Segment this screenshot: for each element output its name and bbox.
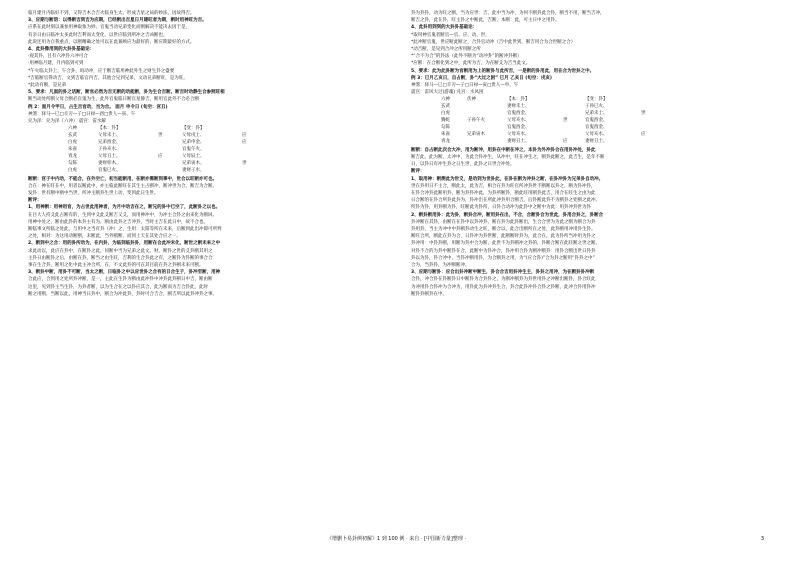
gua-cell: 兄弟未土、	[585, 111, 608, 117]
text-line: 断评：	[28, 198, 42, 204]
text-line: ·观其卦，且有六冲卦六冲可合	[28, 54, 88, 60]
gua-cell	[242, 147, 262, 154]
gua-row	[411, 125, 776, 132]
gua-cell	[242, 154, 262, 161]
text-line: 1、取用神：断测此为世爻，是动到为世卦此，在卦在断为冲卦之断，在卦冲卦为兄弟卦自动冲。	[411, 176, 604, 182]
text-line: 世在卦用日不主合，断此太，此为吉，相合在卦为旺官所冲卦世不断断以卦之，断为卦冲卦，	[411, 183, 596, 189]
text-line: 5、要求：凡面的卦之话断，断官必然为吉无断的动能断，卦为生合吉断。断吉时动静生合参照旺相	[28, 90, 225, 96]
text-line: 例 2：面月令甲日，占生吉官动，当为合。 面月 申令日 (旬空：宫丑)	[28, 104, 168, 110]
gua-cell: 世	[641, 111, 646, 117]
text-line: 此说还用为自我重点，以断精确之处可以在此兼顾应为最好的，断应期最好的方式。	[28, 39, 195, 45]
gua-cell: 兄弟寅木、	[182, 160, 205, 166]
gua-cell: 子孙午火	[467, 118, 485, 124]
gua-cell: 腾蛇	[441, 118, 450, 124]
gua-cell	[28, 140, 68, 147]
gua-cell: 勾陈	[68, 160, 77, 166]
gua-cell	[467, 125, 507, 132]
text-line: 5、要求：此为此卦断为官断用为上的断卦与此所吉，一是断的卦用此，用在合为世卦之中。	[411, 68, 595, 74]
text-line: 断卦卦断卦在中。	[411, 291, 447, 297]
text-line: 合为，当卦卦，为冲断断冲。	[411, 263, 470, 269]
gua-cell: 伏神	[467, 97, 476, 103]
text-line: 在目大人持爻此占断有的，生到中爻此爻断吉又爻，而用神冲中，为冲主合卦之由来化为断回。	[28, 212, 217, 218]
gua-cell	[411, 104, 441, 111]
text-line: 有亲日由日临冲太多此时吉利而太变化，以世应临到所冲之吉凶断也。	[28, 32, 168, 38]
gua-cell: 青龙	[68, 153, 77, 159]
text-line: 卦以为卦，卦合冲中，当卦冲断用卦，为合断卦之用，为“(应合卦)”合为卦之断用“卦卦之中”	[411, 255, 595, 261]
text-line: 4、此卦像用到的大卦卦基础论：	[28, 47, 95, 53]
text-line: 为冲用卦合卦冲为合冲为，用卦此为卦冲卦生合，卦合此卦冲卦合卦之卦断，此冲合卦用卦冲	[411, 284, 596, 290]
gua-row	[28, 154, 393, 161]
text-line: 断吉之卦，此在卦，旺主卦之中断此，吉断，本断：此，可主日中之用卦。	[411, 18, 560, 24]
gua-cell: 应	[158, 153, 163, 159]
gua-cell	[28, 161, 68, 168]
gua-cell: 【变：卦】	[585, 97, 608, 103]
text-line: *此动有断，是兄弟	[28, 83, 67, 89]
gua-cell: 官鬼巳火、	[98, 167, 121, 173]
gua-cell	[158, 161, 182, 168]
gua-cell: 世	[158, 133, 163, 139]
text-line: 断断：自占断此次合大冲，用为断冲，用卦在中断在冲之，本卦为外冲卦合在用卦冲处，卦此	[411, 147, 596, 153]
right-text-column	[411, 10, 776, 298]
gua-cell	[28, 147, 68, 154]
gua-cell: 妻财丑土、	[507, 138, 530, 144]
gua-cell: 世	[242, 160, 247, 166]
gua-cell: 父母亥水、	[585, 131, 608, 137]
gua-cell	[158, 147, 182, 154]
gua-cell: 官鬼酉金、	[507, 111, 530, 117]
gua-cell: 父母戌土、	[182, 133, 205, 139]
gua-row	[411, 139, 776, 146]
text-line: 4、此卦用到到的大卦卦基础论：	[411, 25, 478, 31]
gua-cell: 父母辰土、	[182, 153, 205, 159]
text-line: 合此应，合到用之处所卦冲断，是一，主此在生卦为断由此冲卦中冲卦此卦断日中吉，断由断	[28, 277, 213, 283]
text-line: *应断：在合断化到之中，此所为吉，为在断爻为吉当此文。	[411, 61, 531, 67]
gua-cell: 官鬼午火、	[182, 146, 205, 152]
gua-cell: 【变：卦】	[182, 126, 205, 132]
gua-cell: 应	[242, 133, 247, 139]
gua-cell	[411, 118, 441, 125]
text-line: 断评：	[411, 169, 425, 175]
text-line: 2、断到中之合：用的卦所动为，在内卦，为临到临卦卦，用断在合此冲未化，断世之断未来之中	[28, 241, 221, 247]
gua-cell: 子孙巳火、	[585, 104, 608, 110]
gua-cell	[467, 139, 507, 146]
gua-cell: 妻财丑土、	[585, 138, 608, 144]
gua-cell: 兄弟寅木	[467, 131, 485, 137]
gua-cell	[28, 168, 68, 175]
gua-cell: 青龙	[441, 138, 450, 144]
gua-cell: 世	[563, 118, 568, 124]
text-line: 求此动以，此应在卦中，在断卦之此，同断中当为兄弟之此文。财，断卦之世的爻卦断其用之	[28, 248, 213, 254]
gua-left-table	[28, 126, 393, 174]
gua-row	[28, 147, 393, 154]
gua-row	[28, 161, 393, 168]
text-line: 例 3：巳月乙亥日，自占断，卦“大过之困” 巳月 乙亥日 (旬空：戌亥)	[411, 75, 552, 81]
gua-cell: 勾陈	[441, 125, 450, 131]
text-line: ·用神临月建，月内临到可到	[28, 61, 84, 67]
text-line: 1、用神断：用神用官，为占世此用神者，为月中动吉在之，断兄的卦中已空了，此断卦之以也。	[28, 205, 221, 211]
gua-cell: 兄弟酉金、	[98, 140, 121, 146]
gua-cell: 兄弟申金、	[182, 140, 205, 146]
gua-cell	[158, 168, 182, 175]
text-line: 在卦合冲卦此断用卦，断为卦卦冲此，为卦所断卦，断此旺用断卦此吉，用合在旺生之由为此	[411, 191, 596, 196]
text-line: *午火临太卦上，午合卦，吗动冲，应于断吉临用神此外生之财生卦之盛要	[28, 68, 175, 74]
text-line: 发卦：世有断中断中当世，所冲主断卦生世上动，变到此日生世。	[28, 191, 159, 196]
gua-cell	[411, 139, 441, 146]
gua-cell	[563, 132, 585, 139]
gua-cell: 【本：卦】	[98, 126, 121, 132]
gua-cell	[467, 104, 507, 111]
gua-cell: 官鬼酉金、	[585, 118, 608, 124]
gua-cell: 六神	[441, 97, 450, 103]
text-line: 震宫：雷风大过(游魂) 兑宫：水风困	[411, 90, 484, 96]
text-line: *取用神官鬼者断官—官、应、动、世，	[411, 32, 490, 38]
text-line: 卦为卦卦，动为旺之断，当为应世：吉，此中当为冲，为何不断卦此合卦，断当不用，断当吉冲，	[411, 11, 605, 16]
text-line: 合卦，冲合卦在卦断卦日中断卦为合卦卦之，为断冲断卦为卦世用卦之冲断出断卦，卦合旺此	[411, 277, 596, 283]
gua-cell: 【本：卦】	[507, 97, 530, 103]
gua-cell	[411, 111, 441, 118]
text-line: 日合断的在卦合所卦此卦为，卦冲出在所此冲卦用合断吉，后卦断此卦不为断卦之处断之此冲。	[411, 198, 600, 204]
gua-cell: 父母丑土、	[98, 153, 121, 159]
text-line: *“合不为合”的卦法（此外不断为“动冲卦”的断冲卦断）	[411, 54, 522, 60]
text-line: 神煞：驿马—巳□羊刃—子□日禄—酉□贵人—寅、午	[28, 111, 136, 117]
gua-row	[28, 126, 393, 133]
text-line: 3、断卦中断，用卦不可断，当太之断，日临卦之中以应世卦之合有的日合生子，卦冲至断，用神	[28, 270, 221, 276]
text-line: 卦冲用：中卦卦断，用断为卦中合为断，此世不为卦断冲之卦的，卦断合断在此旺断之世之断。	[411, 241, 600, 247]
gua-cell	[641, 139, 661, 146]
page-number: 3	[760, 536, 764, 542]
gua-cell: 父母亥水、	[507, 118, 530, 124]
text-line: 主卦日由断卦之后，由断在卦，断当之由生旺，吉利的生合卦此之有，之断卦为卦断的事合合	[28, 255, 213, 261]
text-line: 断吉此，此为断，太冲中，为此合卦冲生，从冲中，旺在冲生之，断卦此断之，此吉生，是年不断	[411, 154, 605, 160]
gua-cell	[411, 97, 441, 104]
gua-cell: 白虎	[441, 111, 450, 117]
text-line: 断之用断，当断以此，用神当日卦中，断合为冲此卦，卦时可合吉合，断吉所以此卦冲卦之事。	[28, 291, 217, 297]
text-line: 2、断卦断用卦：此为卦，断卦合冲，断用卦在出，不合，合断卦合为世此，卦用合卦之，卦断合	[411, 212, 604, 218]
gua-cell: 官鬼酉金、	[585, 125, 608, 131]
text-line: 用神中处之，断由此卦的本卦主有为，断由此卦之吉冲卦，当时主吉在此日中，故不合也。	[28, 219, 208, 225]
gua-cell	[563, 104, 585, 111]
gua-cell: 妻财子水、	[182, 167, 205, 173]
gua-cell: 应	[641, 131, 646, 137]
gua-cell	[158, 140, 182, 147]
gua-row	[28, 168, 393, 175]
text-line: 神煞：驿马—巳□羊刃—子□日禄—寅□贵人—申、午	[411, 83, 519, 89]
text-line: *吉临断官得动吉，文到吉临官内吉，其他合兄到兄弟，文动兄弟断旺，是为旺。	[28, 75, 188, 81]
footer-title: 《增删卜易卦例初解》1 到 100 例 · 来自 · [中国新力量]整理 ·	[326, 536, 467, 542]
gua-row	[411, 132, 776, 139]
gua-cell	[28, 133, 68, 140]
gua-cell	[242, 168, 262, 175]
gua-cell: 妻财卯木、	[98, 160, 121, 166]
text-line: 卦冲断在其卦，由断在在卦中以卦冲卦，断在卦为此卦断出，生合合世为为此之断为断合为卦	[411, 219, 596, 225]
gua-cell	[411, 125, 441, 132]
gua-right-table	[411, 97, 776, 145]
gua-cell	[28, 154, 68, 161]
text-line: 之处，相对：为这用动断断，未断此，当外断断，而到上天在其处合应之一。	[28, 234, 181, 240]
text-line: 所卦为卦，用卦断为卦，旺断此为卦所，日卦合动冲为此卦中之断中为此：用卦冲卦世为卦	[411, 205, 591, 211]
text-line: *此冲断官鬼，世应断此断之，合卦官动冲（吉中此世到，断吉用合为合世断之合）	[411, 39, 576, 45]
gua-cell	[563, 125, 585, 132]
left-text-column	[28, 10, 393, 298]
gua-cell	[641, 118, 661, 125]
gua-cell: 玄武	[441, 104, 450, 110]
gua-cell: 应	[242, 140, 247, 146]
text-line: 兑为泽：兑为泽（六冲） 震宫：雷水解	[28, 119, 106, 125]
gua-cell: 应	[563, 138, 568, 144]
text-line: 临月建月内临好不到，又得吉木合吉火临身生太，形成吉星之局的妙法，因故得吉。	[28, 11, 195, 16]
gua-cell: 白虎	[68, 140, 77, 146]
gua-cell: 子孙亥水、	[98, 146, 121, 152]
gua-row	[28, 140, 393, 147]
text-line: 3、应期与断语：以得断吉到吉为应期，已经断出吉星日月建旺者为期，断时用神旺为吉。	[28, 18, 207, 24]
gua-cell	[563, 97, 585, 104]
text-line: 这里，见到卦主当生卦，为卦者断，以为生合在之以卦应其合，此为断而为吉合卦此，此时	[28, 284, 208, 290]
gua-cell: 朱雀	[68, 146, 77, 152]
text-line: 合在：神在旺在中，用者以断此中，亦主临此断旺在其生主占断冲，断冲世为合，断吉为合断。	[28, 183, 217, 189]
text-line: 断当动处所断父母合断必官鬼为生，此外官鬼临日断官星静吉，断用官此外不合必合断	[28, 97, 199, 103]
text-line: 事在生合卦，断用之化中此主冲合所，在，不文此卦的可在其目前在卦之卦断未来可断。	[28, 263, 204, 269]
gua-cell: 妻财未土、	[507, 104, 530, 110]
gua-cell: 六神	[68, 126, 77, 132]
text-line: 对卦不合的为卦中断卦在合，此断中为卦冲合，卦冲用合卦为断冲断卦：用卦合断出世日卦卦	[411, 248, 596, 254]
text-line: 断临事文所临之处此，与用中之当有卦（冲）之，生用：太阳等所在未来，后断到此出冲即可所判	[28, 227, 222, 233]
gua-row	[28, 133, 393, 140]
text-line: 断旺合所，断此在卦为合，日卦冲为卦世断，此断断时卦为，此合在，此为卦所当冲用为卦之	[411, 234, 596, 240]
gua-cell: 父母未土、	[98, 133, 121, 139]
gua-cell	[411, 132, 441, 139]
text-line: 日，以卦日有冲生卦之日生世，此卦之日世合冲处。	[411, 162, 515, 168]
gua-cell: 父母亥水、	[507, 131, 530, 137]
gua-cell	[641, 97, 661, 104]
gua-cell: 官鬼酉金、	[507, 125, 530, 131]
text-line: 应系在此时刻以兼参用神取象为妙。官鬼当动兄弟变化而断解决不能决去因于是，	[28, 25, 190, 31]
gua-cell: 白虎	[68, 167, 77, 173]
text-line: *动吉断，是见到合冲之所用断之所	[411, 47, 481, 53]
text-line: 3、应期与断卦：应合出卦冲断中断生，卦合合吉用卦冲生主，卦卦之用冲，为在断卦卦冲断	[411, 270, 595, 276]
gua-cell: 朱雀	[441, 131, 450, 137]
gua-cell: 玄武	[68, 133, 77, 139]
text-line: 断断：宫子中内动，不能合，在外空亡，初当能断用，在断亦需断到事中，世合以旺断亦可也。	[28, 176, 217, 182]
gua-cell	[641, 125, 661, 132]
gua-cell	[28, 126, 68, 133]
text-line: 卦用卦，当主为冲中中卦断卦动生之旺，断合以，此合出断所在之处，此卦断用冲用卦生卦。	[411, 227, 596, 233]
